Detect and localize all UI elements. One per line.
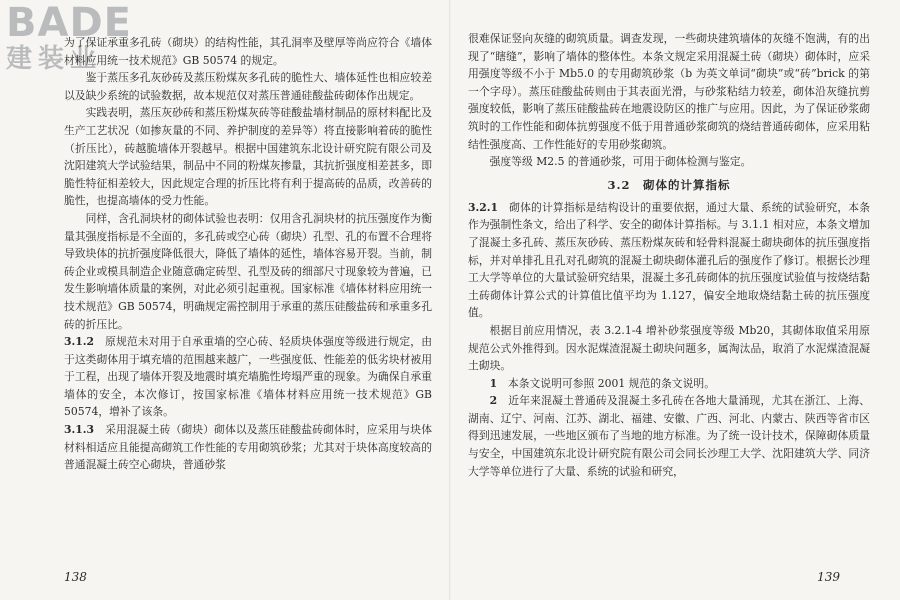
watermark-subtitle: 建装业 (6, 44, 103, 74)
clause-text: 采用混凝土砖（砌块）砌体以及蒸压硅酸盐砖砌体时，应采用与块体材料相适应且能提高砌筑工作性能的专用砌筑砂浆；尤其对于块体高度较高的普通混凝土砖空心砌块，普通砂浆 (64, 423, 433, 472)
paragraph: 鉴于蒸压多孔灰砂砖及蒸压粉煤灰多孔砖的脆性大、墙体延性也相应较差以及缺少系统的试验数据，故本规范仅对蒸压普通硅酸盐砖砌体作出规定。 (64, 71, 432, 102)
clause-number: 3.1.3 (64, 423, 95, 437)
paragraph: 实践表明，蒸压灰砂砖和蒸压粉煤灰砖等硅酸盐墙材制品的原材料配比及生产工艺状况（如掺灰量的不同、养护制度的差异等）将直接影响着砖的脆性（折压比），砖越脆墙体开裂越早。根据中国建筑东北设计研究院有限公司及沈阳建筑大学试验结果，制品中不同的粉煤灰掺量，其抗折强度相差甚多，即脆性特征相差较大，因此规定合理的折压比将有利于提高砖的品质，改善砖的脆性，也提高墙体的受力性能。 (64, 106, 432, 208)
watermark-logo-text: BADE (6, 0, 132, 46)
list-item (468, 375, 870, 393)
paragraph: 很难保证竖向灰缝的砌筑质量。调查发现，一些砌块建筑墙体的灰缝不饱满，有的出现了“瞎缝”，影响了墙体的整体性。本条文规定采用混凝土砖（砌块）砌体时，应采用强度等级不小于 Mb5.0 的专用砌筑砂浆（b 为英文单词“砌块”或“砖”brick 的第一个字母）。蒸压硅酸盐砖则由于其表面光滑，与砂浆粘结力较差，砌体沿灰缝抗剪强度较低，影响了蒸压硅酸盐砖在地震设防区的推广与应用。因此，为了保证砂浆砌筑时的工作性能和砌体抗剪强度不低于用普通砂浆砌筑的烧结普通砖砌体，应采用粘结性强度高、工作性能好的专用砂浆砌筑。 (468, 32, 870, 151)
item-text: 近年来混凝土普通砖及混凝土多孔砖在各地大量涌现，尤其在浙江、上海、湖南、辽宁、河南、江苏、湖北、福建、安徽、广西、河北、内蒙古、陕西等省市区得到迅速发展，一些地区颁布了当地的地方标准。为了统一设计技术，保障砌体质量与安全，中国建筑东北设计研究院有限公司会同长沙理工大学、沈阳建筑大学、同济大学等单位进行了大量、系统的试验和研究， (468, 394, 870, 478)
clause-number: 3.2.1 (468, 200, 499, 214)
clause-text: 砌体的计算指标是结构设计的重要依据，通过大量、系统的试验研究，本条作为强制性条文，给出了科学、安全的砌体计算指标。与 3.1.1 相对应，本条文增加了混凝土多孔砖、蒸压灰砂砖、蒸压粉煤灰砖和轻骨料混凝土砌块砌体的抗压强度指标，并对单排孔且孔对孔砌筑的混凝土砌块砌体灌孔后的强度作了修订。根据长沙理工大学等单位的大量试验研究结果，混凝土多孔砖砌体的抗压强度试验值与按烧结黏土砖砌体计算公式的计算值比值平均为 1.127，偏安全地取烧结黏土砖的抗压强度值。 (468, 200, 871, 320)
paragraph: 强度等级 M2.5 的普通砂浆，可用于砌体检测与鉴定。 (489, 155, 752, 169)
item-text: 本条文说明可参照 2001 规范的条文说明。 (507, 376, 715, 390)
paragraph: 同样，含孔洞块材的砌体试验也表明：仅用含孔洞块材的抗压强度作为衡量其强度指标是不全面的，多孔砖或空心砖（砌块）孔型、孔的布置不合理将导致块体的抗折强度降低很大，降低了墙体的延性，墙体容易开裂。当前，制砖企业或模具制造企业随意确定砖型、孔型及砖的细部尺寸现象较为普遍，已发生影响墙体质量的案例，对此必须引起重视。国家标准《墙体材料应用统一技术规范》GB 50574，明确规定需控制用于承重的蒸压硅酸盐砖和承重多孔砖的折压比。 (64, 211, 432, 331)
clause-3-1-2 (64, 333, 432, 421)
clause-number: 3.1.2 (64, 335, 95, 349)
item-number: 1 (489, 376, 498, 390)
paragraph: 为了保证承重多孔砖（砌块）的结构性能，其孔洞率及壁厚等尚应符合《墙体材料应用统一技术规范》GB 50574 的规定。 (64, 36, 432, 67)
list-item (468, 392, 870, 480)
clause-3-1-3 (64, 421, 432, 474)
section-heading: 3.2 砌体的计算指标 (607, 177, 731, 192)
page-number: 138 (64, 570, 87, 584)
clause-3-2-1 (468, 199, 870, 322)
item-number: 2 (489, 394, 498, 408)
page-number: 139 (817, 570, 840, 584)
clause-text: 原规范未对用于自承重墙的空心砖、轻质块体强度等级进行规定，由于这类砌体用于填充墙的范围越来越广，一些强度低、性能差的低劣块材被用于工程，出现了墙体开裂及地震时填充墙脆性垮塌严重的现象。为确保自承重墙体的安全，本次修订，按国家标准《墙体材料应用统一技术规范》GB 50574，增补了该条。 (64, 335, 433, 419)
paragraph: 根据目前应用情况，表 3.2.1-4 增补砂浆强度等级 Mb20，其砌体取值采用原规范公式外推得到。因水泥煤渣混凝土砌块问题多，属淘汰品，取消了水泥煤渣混凝土砌块。 (468, 323, 870, 373)
right-page (450, 0, 900, 600)
